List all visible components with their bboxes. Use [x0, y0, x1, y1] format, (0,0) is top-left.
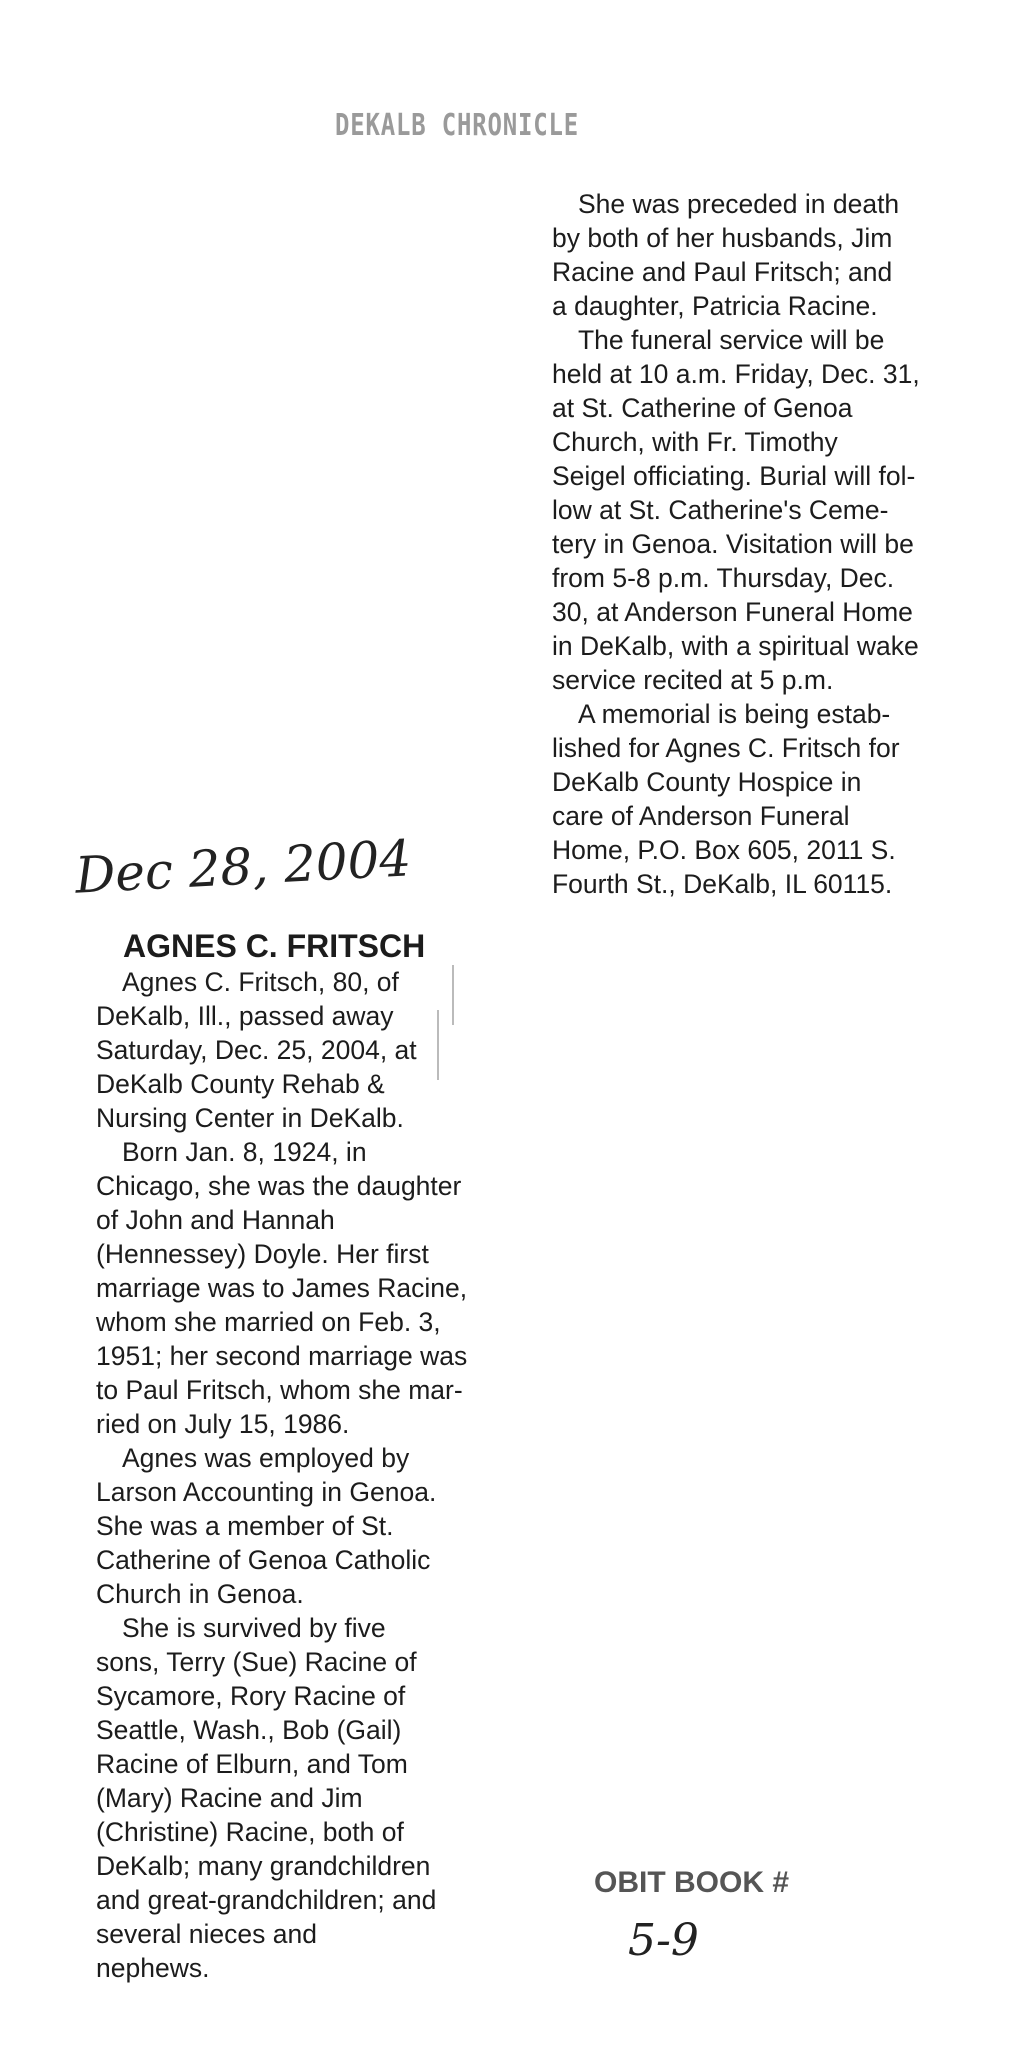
text-line: Home, P.O. Box 605, 2011 S.	[552, 835, 896, 865]
obituary-title: AGNES C. FRITSCH	[123, 928, 426, 964]
text-line: at St. Catherine of Genoa	[552, 393, 853, 423]
text-line: marriage was to James Racine,	[96, 1273, 468, 1303]
text-line: service recited at 5 p.m.	[552, 665, 834, 695]
text-line: She was preceded in death	[578, 189, 900, 219]
text-line: Seattle, Wash., Bob (Gail)	[96, 1715, 402, 1745]
text-line: care of Anderson Funeral	[552, 801, 850, 831]
text-line: sons, Terry (Sue) Racine of	[96, 1647, 417, 1677]
text-line: whom she married on Feb. 3,	[96, 1307, 441, 1337]
text-line: A memorial is being estab-	[578, 699, 891, 729]
text-line: Fourth St., DeKalb, IL 60115.	[552, 869, 893, 899]
text-line: Racine and Paul Fritsch; and	[552, 257, 893, 287]
text-line: and great-grandchildren; and	[96, 1885, 437, 1915]
handwritten-date: Dec 28, 2004	[73, 829, 413, 905]
text-line: lished for Agnes C. Fritsch for	[552, 733, 900, 763]
text-line: The funeral service will be	[578, 325, 885, 355]
text-line: Nursing Center in DeKalb.	[96, 1103, 404, 1133]
text-line: Saturday, Dec. 25, 2004, at	[96, 1035, 417, 1065]
text-line: to Paul Fritsch, whom she mar-	[96, 1375, 463, 1405]
column-rule	[437, 1010, 439, 1080]
text-line: Seigel officiating. Burial will fol-	[552, 461, 916, 491]
text-line: 30, at Anderson Funeral Home	[552, 597, 913, 627]
text-line: Agnes was employed by	[122, 1443, 410, 1473]
text-line: Chicago, she was the daughter	[96, 1171, 462, 1201]
text-line: DeKalb; many grandchildren	[96, 1851, 431, 1881]
text-line: Church in Genoa.	[96, 1579, 304, 1609]
text-line: from 5-8 p.m. Thursday, Dec.	[552, 563, 895, 593]
text-line: a daughter, Patricia Racine.	[552, 291, 878, 321]
text-line: by both of her husbands, Jim	[552, 223, 893, 253]
text-line: (Mary) Racine and Jim	[96, 1783, 363, 1813]
text-line: (Hennessey) Doyle. Her first	[96, 1239, 429, 1269]
text-line: low at St. Catherine's Ceme-	[552, 495, 889, 525]
text-line: Racine of Elburn, and Tom	[96, 1749, 408, 1779]
text-line: DeKalb, Ill., passed away	[96, 1001, 394, 1031]
text-line: DeKalb County Hospice in	[552, 767, 862, 797]
obit-book-number: 5-9	[628, 1915, 699, 1966]
text-line: nephews.	[96, 1953, 210, 1983]
text-line: She was a member of St.	[96, 1511, 394, 1541]
text-line: Born Jan. 8, 1924, in	[122, 1137, 367, 1167]
text-line: (Christine) Racine, both of	[96, 1817, 404, 1847]
text-line: tery in Genoa. Visitation will be	[552, 529, 914, 559]
text-line: several nieces and	[96, 1919, 317, 1949]
left-column	[96, 965, 467, 1985]
newspaper-stamp: DEKALB CHRONICLE	[335, 108, 579, 143]
text-line: Larson Accounting in Genoa.	[96, 1477, 437, 1507]
text-line: Agnes C. Fritsch, 80, of	[122, 967, 399, 997]
column-rule	[452, 965, 454, 1025]
obit-book-label: OBIT BOOK #	[594, 1866, 790, 1899]
text-line: in DeKalb, with a spiritual wake	[552, 631, 919, 661]
text-line: held at 10 a.m. Friday, Dec. 31,	[552, 359, 920, 389]
text-line: of John and Hannah	[96, 1205, 335, 1235]
text-line: Sycamore, Rory Racine of	[96, 1681, 406, 1711]
text-line: 1951; her second marriage was	[96, 1341, 468, 1371]
text-line: Church, with Fr. Timothy	[552, 427, 838, 457]
text-line: She is survived by five	[122, 1613, 386, 1643]
right-column	[552, 187, 920, 901]
text-line: DeKalb County Rehab &	[96, 1069, 385, 1099]
text-line: ried on July 15, 1986.	[96, 1409, 350, 1439]
text-line: Catherine of Genoa Catholic	[96, 1545, 431, 1575]
